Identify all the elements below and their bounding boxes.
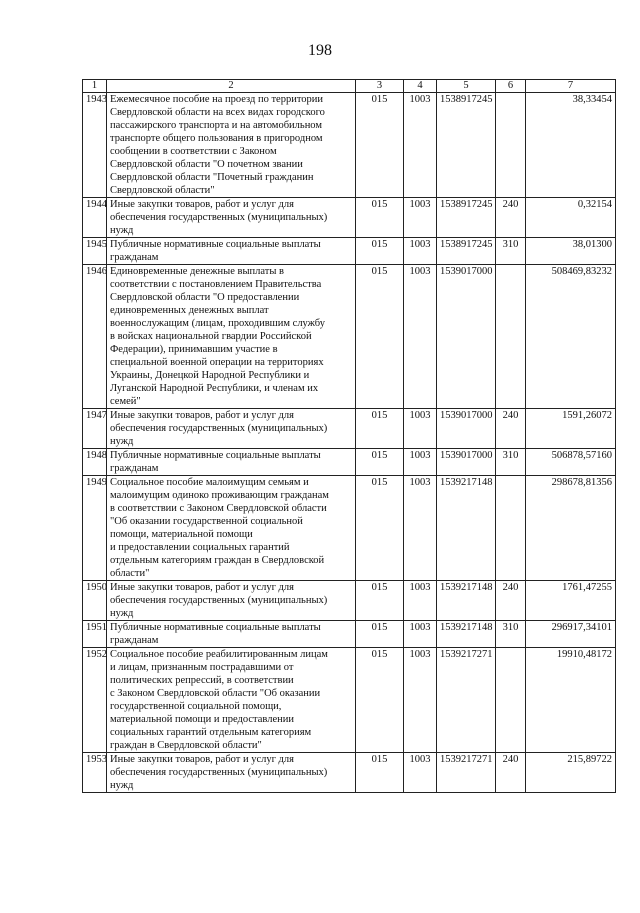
expense-type-code [496,93,526,198]
amount: 38,01300 [526,238,616,265]
section-code: 1003 [404,198,437,238]
row-number: 1943 [83,93,107,198]
ministry-code: 015 [356,265,404,409]
amount: 1591,26072 [526,409,616,449]
row-number: 1948 [83,449,107,476]
expense-type-code [496,476,526,581]
page-number: 198 [308,42,332,59]
expense-type-code: 310 [496,621,526,648]
row-name: Социальное пособие реабилитированным лицам и лицам, признанным пострадавшими от политических репрессий, в соответствии с Законом Свердловской области "Об оказании государственной социальной помощи, материальной помощи и предоставлении социальных гарантий отдельным категориям граждан в Свердловской области" [107,648,356,753]
table-row [83,449,616,476]
row-name: Ежемесячное пособие на проезд по территории Свердловской области на всех видах городского пассажирского транспорта и на автомобильном транспорте общего пользования в пригородном сообщении в соответствии с Законом Свердловской области "О почетном звании Свердловской области "Почетный гражданин Свердловской области" [107,93,356,198]
row-name: Публичные нормативные социальные выплаты гражданам [107,621,356,648]
row-name: Социальное пособие малоимущим семьям и малоимущим одиноко проживающим гражданам в соответствии с Законом Свердловской области "Об оказании государственной социальной помощи, материальной помощи и предоставлении социальных гарантий отдельным категориям граждан в Свердловской области" [107,476,356,581]
row-name: Единовременные денежные выплаты в соответствии с постановлением Правительства Свердловской области "О предоставлении единовременных денежных выплат военнослужащим (лицам, проходившим службу в войсках национальной гвардии Российской Федерации), принимавшим участие в специальной военной операции на территориях Украины, Донецкой Народной Республики и Луганской Народной Республики, и членам их семей" [107,265,356,409]
ministry-code: 015 [356,198,404,238]
row-number: 1951 [83,621,107,648]
expense-type-code [496,265,526,409]
target-article-code: 1539217271 [437,753,496,793]
col-header-6: 6 [496,80,526,93]
ministry-code: 015 [356,621,404,648]
ministry-code: 015 [356,409,404,449]
row-name: Публичные нормативные социальные выплаты гражданам [107,238,356,265]
col-header-7: 7 [526,80,616,93]
section-code: 1003 [404,476,437,581]
ministry-code: 015 [356,238,404,265]
table-row [83,265,616,409]
expense-type-code: 240 [496,198,526,238]
table-row [83,238,616,265]
table-row [83,476,616,581]
col-header-5: 5 [437,80,496,93]
table-row [83,621,616,648]
row-number: 1944 [83,198,107,238]
row-number: 1950 [83,581,107,621]
table-row [83,198,616,238]
section-code: 1003 [404,238,437,265]
amount: 1761,47255 [526,581,616,621]
row-number: 1946 [83,265,107,409]
section-code: 1003 [404,265,437,409]
row-name: Иные закупки товаров, работ и услуг для обеспечения государственных (муниципальных) нужд [107,581,356,621]
section-code: 1003 [404,621,437,648]
expense-type-code [496,648,526,753]
table-row [83,581,616,621]
table-row [83,753,616,793]
table-row [83,648,616,753]
section-code: 1003 [404,753,437,793]
target-article-code: 1538917245 [437,93,496,198]
amount: 298678,81356 [526,476,616,581]
expense-type-code: 310 [496,238,526,265]
target-article-code: 1539217148 [437,476,496,581]
row-name: Иные закупки товаров, работ и услуг для обеспечения государственных (муниципальных) нужд [107,409,356,449]
target-article-code: 1538917245 [437,198,496,238]
target-article-code: 1539217271 [437,648,496,753]
table-row [83,93,616,198]
section-code: 1003 [404,409,437,449]
amount: 38,33454 [526,93,616,198]
table-row [83,409,616,449]
row-name: Иные закупки товаров, работ и услуг для обеспечения государственных (муниципальных) нужд [107,198,356,238]
col-header-1: 1 [83,80,107,93]
target-article-code: 1539217148 [437,621,496,648]
header-row [83,80,616,93]
section-code: 1003 [404,648,437,753]
amount: 508469,83232 [526,265,616,409]
budget-table [82,79,616,793]
row-number: 1945 [83,238,107,265]
col-header-3: 3 [356,80,404,93]
expense-type-code: 310 [496,449,526,476]
ministry-code: 015 [356,93,404,198]
section-code: 1003 [404,449,437,476]
target-article-code: 1539017000 [437,409,496,449]
expense-type-code: 240 [496,581,526,621]
amount: 506878,57160 [526,449,616,476]
expense-type-code: 240 [496,753,526,793]
col-header-2: 2 [107,80,356,93]
ministry-code: 015 [356,449,404,476]
row-name: Иные закупки товаров, работ и услуг для обеспечения государственных (муниципальных) нужд [107,753,356,793]
amount: 215,89722 [526,753,616,793]
col-header-4: 4 [404,80,437,93]
target-article-code: 1539017000 [437,265,496,409]
amount: 0,32154 [526,198,616,238]
target-article-code: 1539017000 [437,449,496,476]
expense-type-code: 240 [496,409,526,449]
amount: 19910,48172 [526,648,616,753]
ministry-code: 015 [356,476,404,581]
amount: 296917,34101 [526,621,616,648]
ministry-code: 015 [356,648,404,753]
row-number: 1953 [83,753,107,793]
ministry-code: 015 [356,753,404,793]
section-code: 1003 [404,93,437,198]
row-number: 1952 [83,648,107,753]
ministry-code: 015 [356,581,404,621]
row-number: 1949 [83,476,107,581]
target-article-code: 1538917245 [437,238,496,265]
row-number: 1947 [83,409,107,449]
section-code: 1003 [404,581,437,621]
target-article-code: 1539217148 [437,581,496,621]
row-name: Публичные нормативные социальные выплаты гражданам [107,449,356,476]
